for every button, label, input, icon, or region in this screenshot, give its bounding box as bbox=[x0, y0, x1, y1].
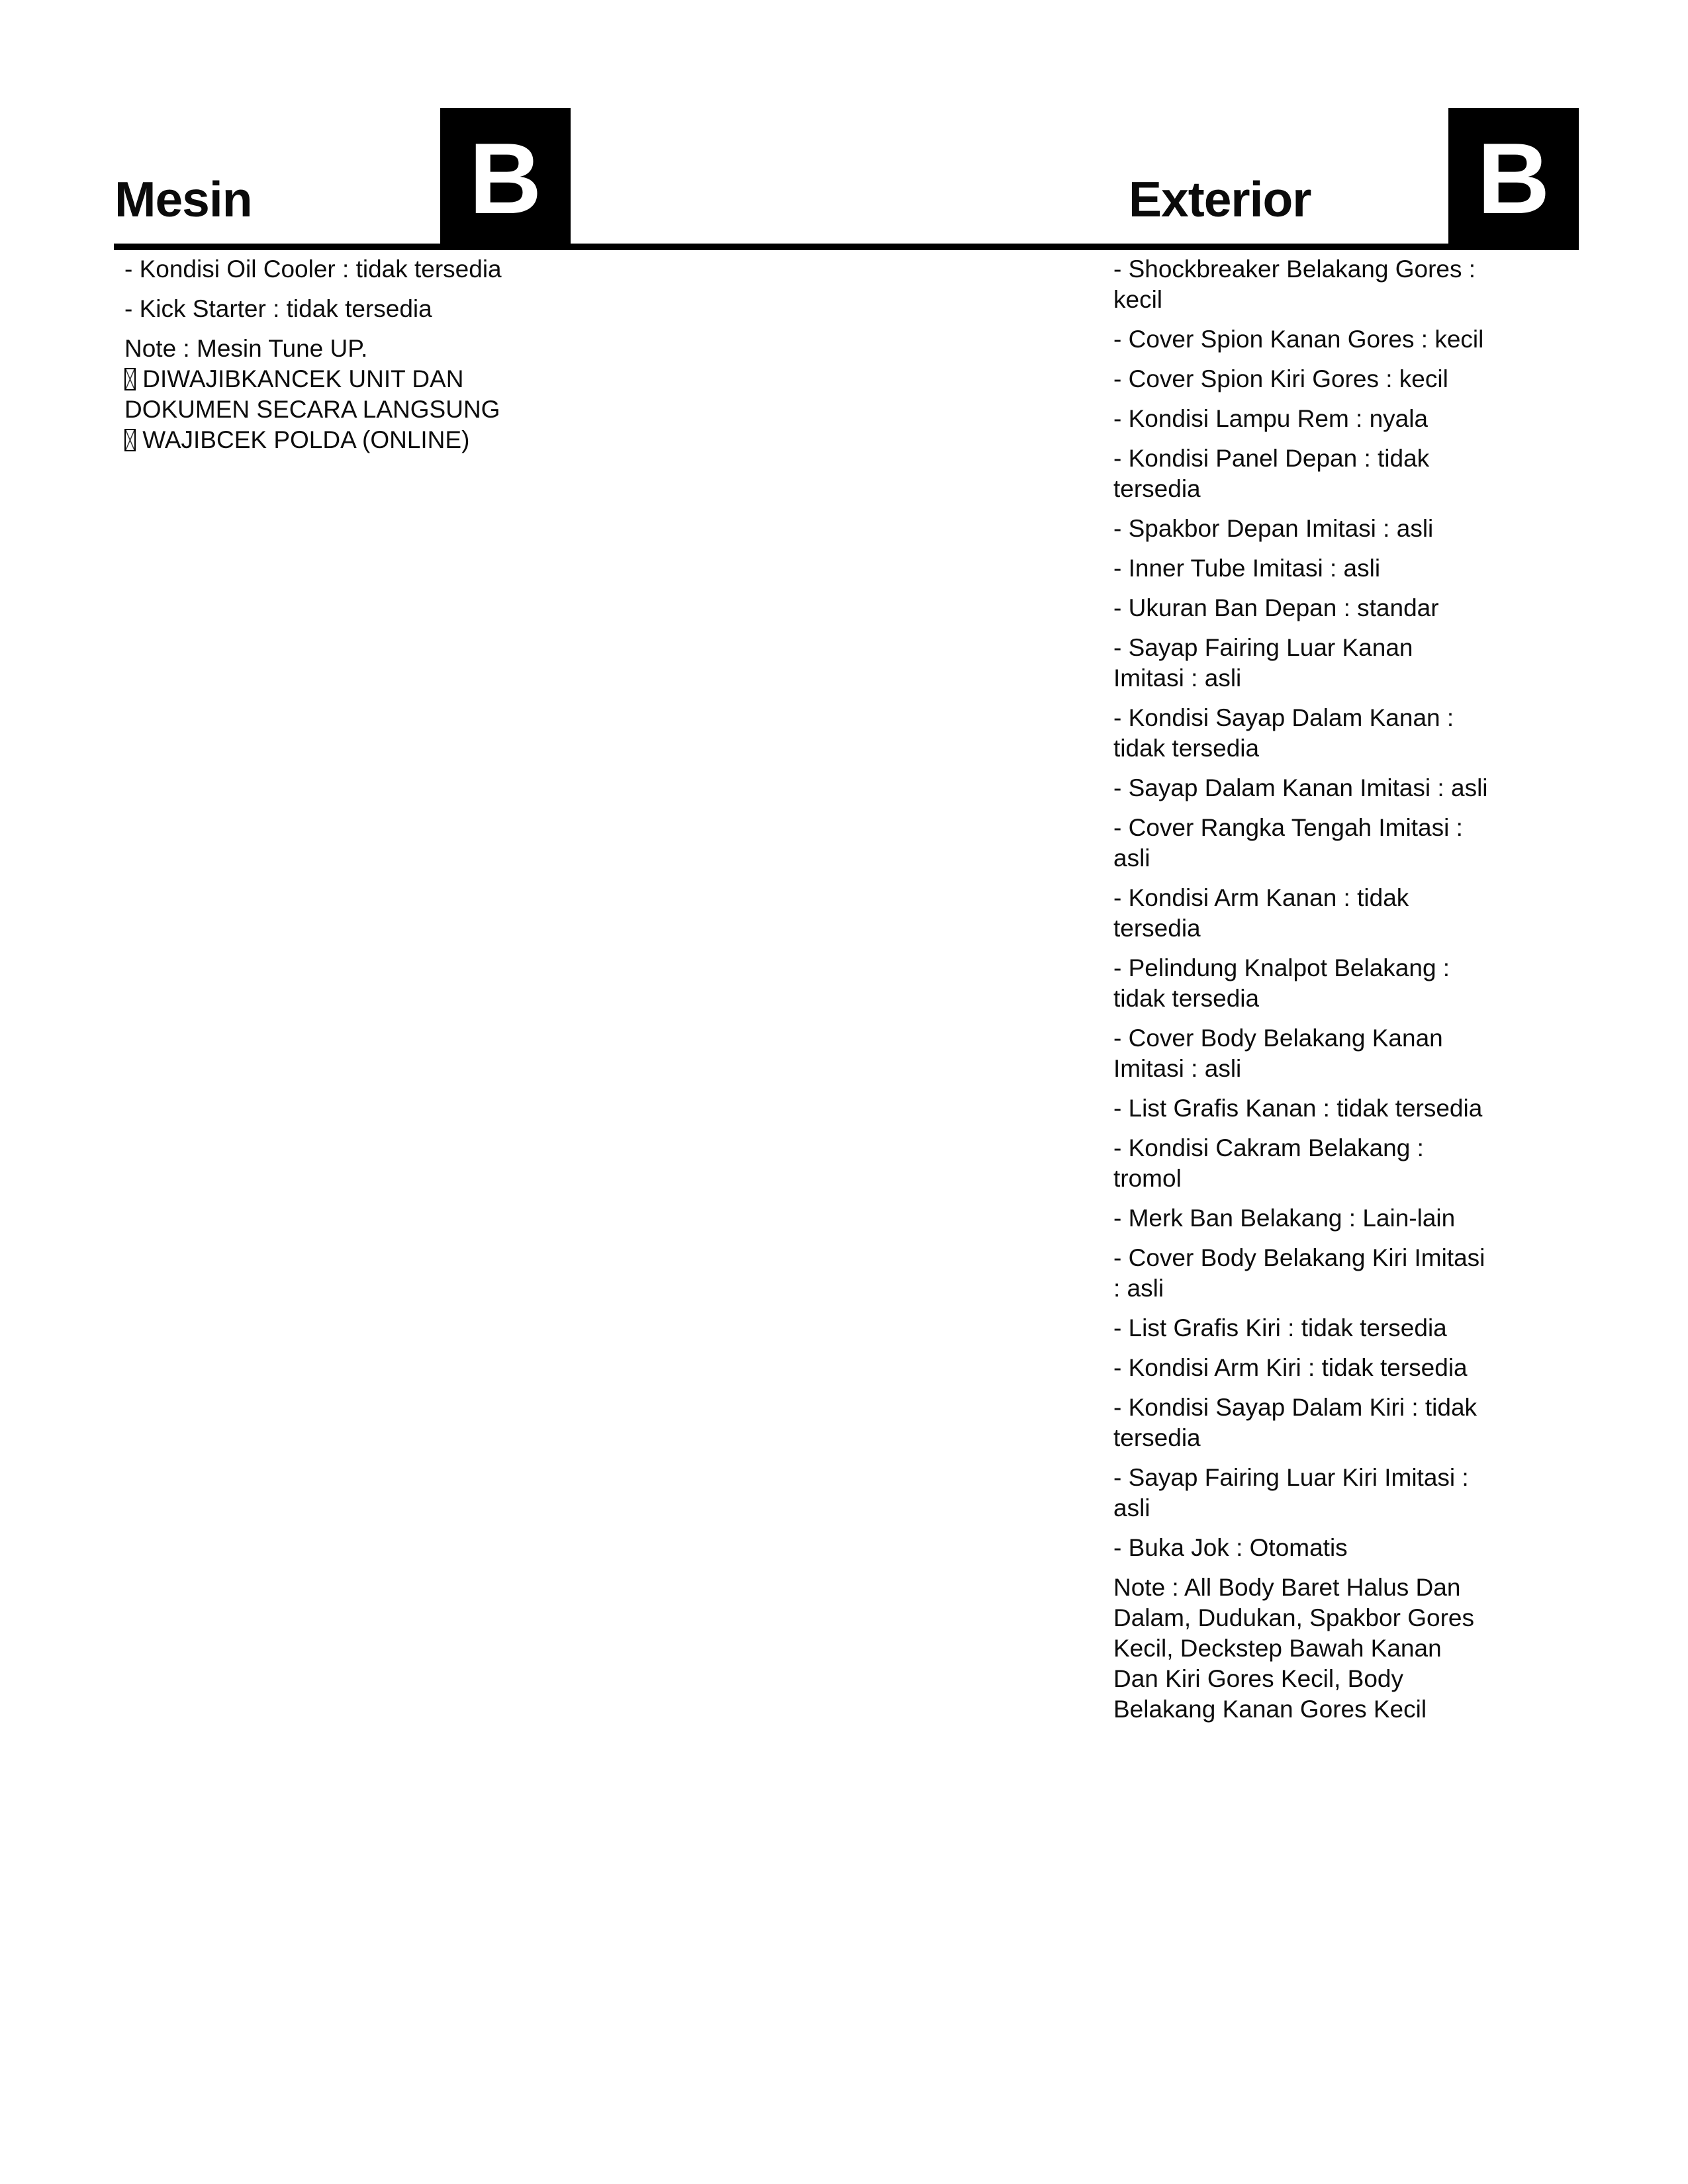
inspection-item: - Merk Ban Belakang : Lain-lain bbox=[1113, 1205, 1456, 1232]
missing-glyph-box bbox=[124, 429, 136, 451]
inspection-item: - Spakbor Depan Imitasi : asli bbox=[1113, 515, 1434, 542]
grade-letter: B bbox=[469, 122, 542, 235]
grade-badge-mesin bbox=[440, 108, 571, 250]
inspection-item: - Kondisi Cakram Belakang : tromol bbox=[1113, 1134, 1424, 1192]
inspection-item: - List Grafis Kiri : tidak tersedia bbox=[1113, 1314, 1447, 1342]
inspection-item: - Kondisi Oil Cooler : tidak tersedia bbox=[124, 255, 502, 283]
inspection-item: - Buka Jok : Otomatis bbox=[1113, 1534, 1348, 1561]
grade-badge-exterior bbox=[1448, 108, 1579, 250]
inspection-item: - Sayap Dalam Kanan Imitasi : asli bbox=[1113, 774, 1488, 801]
inspection-item: - Cover Spion Kanan Gores : kecil bbox=[1113, 326, 1484, 353]
inspection-item: - Pelindung Knalpot Belakang : tidak tersedia bbox=[1113, 954, 1450, 1012]
header-underline bbox=[114, 244, 1579, 250]
item-list-exterior bbox=[1113, 254, 1489, 1734]
inspection-item: - Kondisi Arm Kiri : tidak tersedia bbox=[1113, 1354, 1468, 1381]
section-note: Note : All Body Baret Halus Dan Dalam, Dudukan, Spakbor Gores Kecil, Deckstep Bawah Kanan Dan Kiri Gores Kecil, Body Belakang Kanan Gores Kecil bbox=[1113, 1574, 1474, 1723]
inspection-item: - Kondisi Sayap Dalam Kiri : tidak tersedia bbox=[1113, 1394, 1477, 1451]
inspection-item: - Cover Rangka Tengah Imitasi : asli bbox=[1113, 814, 1463, 872]
missing-glyph-box bbox=[124, 368, 136, 390]
inspection-item: - Ukuran Ban Depan : standar bbox=[1113, 594, 1439, 621]
inspection-item: - Inner Tube Imitasi : asli bbox=[1113, 555, 1381, 582]
inspection-item: - Kondisi Arm Kanan : tidak tersedia bbox=[1113, 884, 1409, 942]
inspection-item: - Cover Body Belakang Kanan Imitasi : asli bbox=[1113, 1024, 1443, 1082]
inspection-item: - Cover Spion Kiri Gores : kecil bbox=[1113, 365, 1448, 392]
inspection-item: - Sayap Fairing Luar Kanan Imitasi : asli bbox=[1113, 634, 1413, 692]
section-title-mesin: Mesin bbox=[115, 171, 252, 227]
inspection-item: - List Grafis Kanan : tidak tersedia bbox=[1113, 1095, 1483, 1122]
inspection-item: - Shockbreaker Belakang Gores : kecil bbox=[1113, 255, 1476, 313]
inspection-item: - Sayap Fairing Luar Kiri Imitasi : asli bbox=[1113, 1464, 1469, 1522]
section-note: Note : Mesin Tune UP. DIWAJIBKANCEK UNIT DAN DOKUMEN SECARA LANGSUNG WAJIBCEK POLDA (ONLINE) bbox=[124, 335, 500, 453]
section-title-exterior: Exterior bbox=[1129, 171, 1311, 227]
inspection-item: - Kick Starter : tidak tersedia bbox=[124, 295, 432, 322]
item-list-mesin bbox=[124, 254, 508, 465]
inspection-item: - Kondisi Lampu Rem : nyala bbox=[1113, 405, 1429, 432]
inspection-item: - Kondisi Sayap Dalam Kanan : tidak tersedia bbox=[1113, 704, 1454, 762]
inspection-item: - Cover Body Belakang Kiri Imitasi : asli bbox=[1113, 1244, 1485, 1302]
grade-letter: B bbox=[1477, 122, 1550, 235]
inspection-item: - Kondisi Panel Depan : tidak tersedia bbox=[1113, 445, 1430, 502]
